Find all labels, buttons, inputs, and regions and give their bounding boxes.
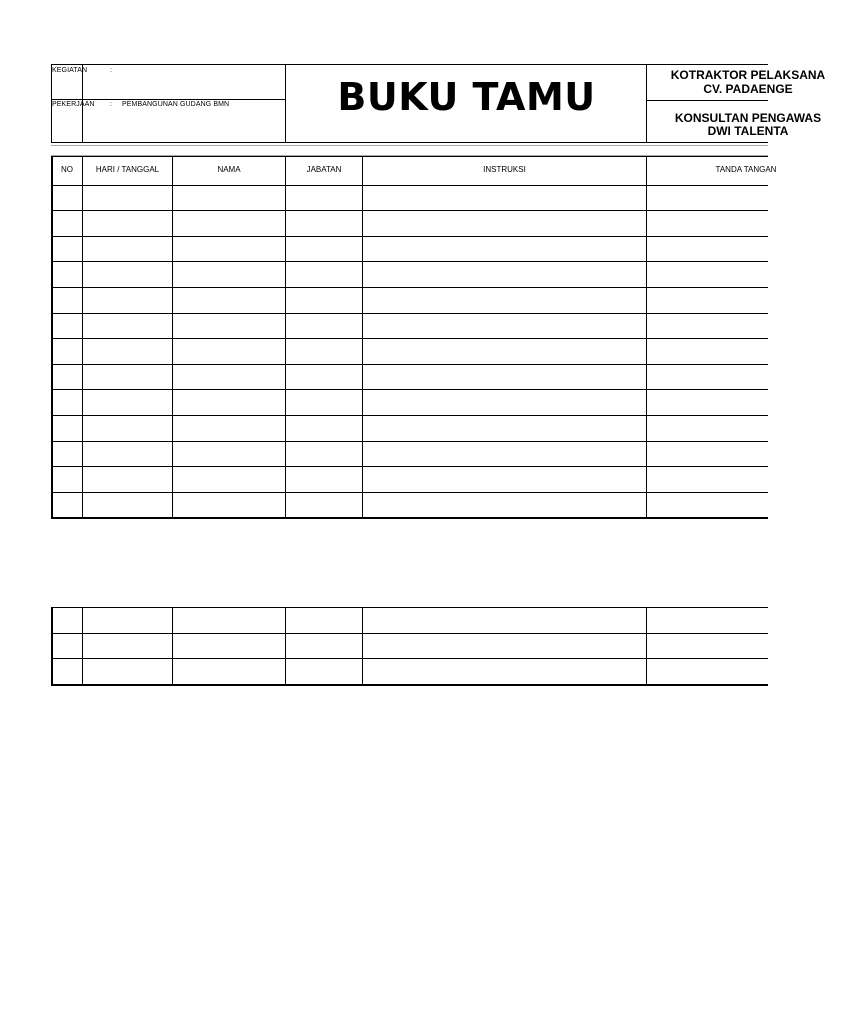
table-row <box>51 441 768 467</box>
table-row <box>51 210 768 236</box>
header-title-left-line <box>285 64 286 143</box>
konsultan-line1: KONSULTAN PENGAWAS <box>674 111 822 125</box>
header-bottom-border <box>51 142 768 143</box>
gridline-gray-1 <box>51 145 768 146</box>
table-row <box>51 492 768 518</box>
header-mid-right-divider <box>646 100 768 101</box>
table-row <box>51 287 768 313</box>
table-row <box>51 389 768 415</box>
table-row <box>51 633 768 659</box>
kontraktor-line1: KOTRAKTOR PELAKSANA <box>670 68 826 82</box>
table-row <box>51 415 768 441</box>
document-title: BUKU TAMU <box>337 75 596 119</box>
header-mid-left-divider <box>51 99 286 100</box>
header-top-border <box>51 64 768 65</box>
kegiatan-label: KEGIATAN <box>52 67 88 74</box>
pekerjaan-label: PEKERJAAN <box>52 101 95 108</box>
table-row <box>51 607 768 633</box>
continuation-grid-hline <box>51 684 768 686</box>
main-grid-hline <box>51 156 768 157</box>
table-row <box>51 236 768 262</box>
column-header-nama: NAMA <box>217 165 241 174</box>
table-row <box>51 658 768 684</box>
column-header-tanda-tangan: TANDA TANGAN <box>715 165 777 174</box>
table-row <box>51 185 768 211</box>
column-header-hari-tanggal: HARI / TANGGAL <box>95 165 160 174</box>
header-title-right-line <box>646 64 647 143</box>
konsultan-line2: DWI TALENTA <box>707 124 789 138</box>
table-row <box>51 466 768 492</box>
table-row <box>51 364 768 390</box>
pekerjaan-separator: : <box>110 101 113 108</box>
table-row <box>51 338 768 364</box>
table-row <box>51 261 768 287</box>
kegiatan-separator: : <box>110 67 113 74</box>
column-header-no: NO <box>61 165 73 174</box>
column-header-instruksi: INSTRUKSI <box>483 165 526 174</box>
kontraktor-line2: CV. PADAENGE <box>703 82 793 96</box>
main-grid-hline <box>51 517 768 519</box>
table-row <box>51 313 768 339</box>
pekerjaan-value: PEMBANGUNAN GUDANG BMN <box>122 101 230 108</box>
column-header-jabatan: JABATAN <box>306 165 342 174</box>
